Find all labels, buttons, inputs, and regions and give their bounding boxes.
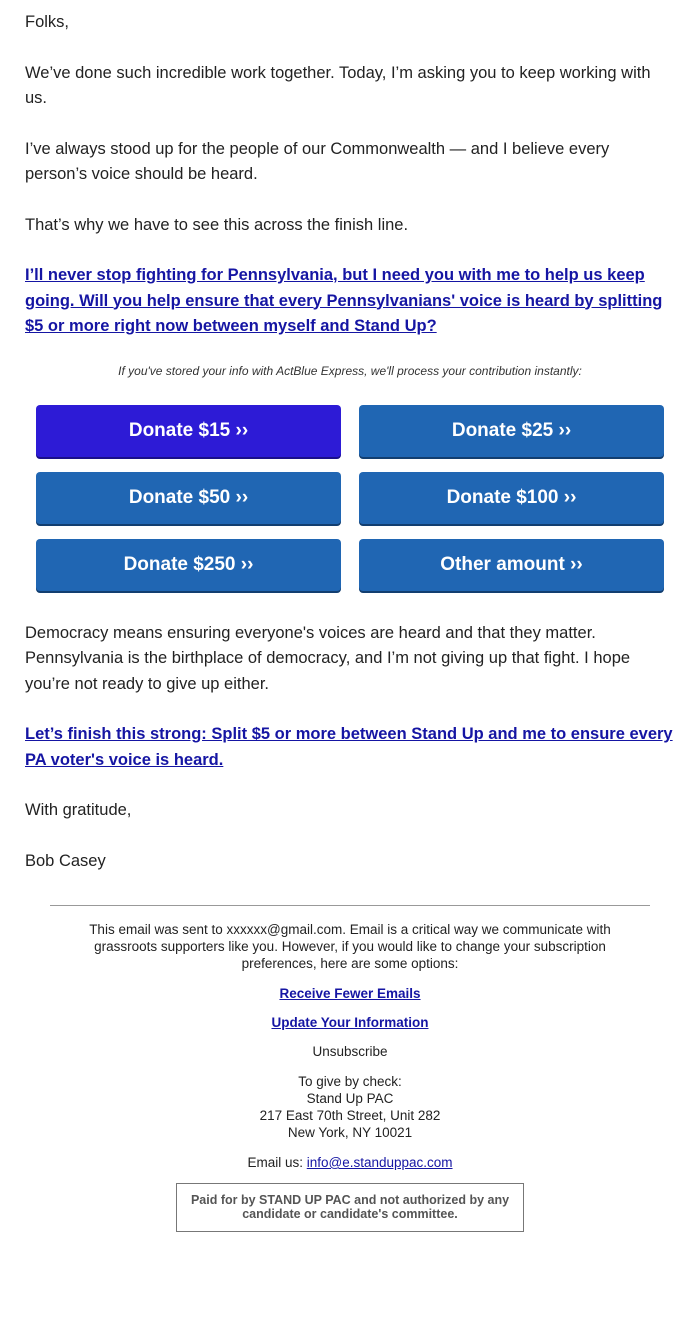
email-footer xyxy=(50,905,650,1232)
split-donation-link[interactable]: Let’s finish this strong: Split $5 or more between Stand Up and me to ensure every PA voter's voice is heard. xyxy=(25,725,673,769)
donate-100-button[interactable]: Donate $100 ›› xyxy=(359,472,664,524)
street-address: 217 East 70th Street, Unit 282 xyxy=(259,1108,441,1123)
receive-fewer-emails-link[interactable]: Receive Fewer Emails xyxy=(279,986,421,1001)
donate-15-button[interactable]: Donate $15 ›› xyxy=(36,405,341,457)
update-information-link[interactable]: Update Your Information xyxy=(271,1015,429,1030)
email-us-line xyxy=(50,1154,650,1171)
mailing-address xyxy=(50,1073,650,1141)
paragraph-4: Democracy means ensuring everyone's voices are heard and that they matter. Pennsylvania is the birthplace of democracy, and I’m not giving up that fight. I hope you’re not ready to give up either. xyxy=(25,623,631,693)
city-state-zip: New York, NY 10021 xyxy=(287,1125,413,1140)
paragraph-3: That’s why we have to see this across the finish line. xyxy=(25,215,409,234)
email-body xyxy=(25,10,675,899)
paid-for-disclaimer: Paid for by STAND UP PAC and not authorized by any candidate or candidate's committee. xyxy=(176,1183,524,1232)
donate-25-button[interactable]: Donate $25 ›› xyxy=(359,405,664,457)
other-amount-button[interactable]: Other amount ›› xyxy=(359,539,664,591)
closing: With gratitude, xyxy=(25,801,132,819)
greeting: Folks, xyxy=(25,13,70,31)
footer-intro: This email was sent to xxxxxx@gmail.com. Email is a critical way we communicate with grassroots supporters like you. However, if you would like to change your subscription preferences, here are some options: xyxy=(89,922,611,971)
contact-email-link[interactable]: info@e.standuppac.com xyxy=(306,1155,453,1170)
donate-appeal-link[interactable]: I’ll never stop fighting for Pennsylvania, but I need you with me to help us keep going. Will you help ensure that every Pennsylvanians' voice is heard by splitting $5 or more right now between myself and Stand Up? xyxy=(25,266,663,335)
org-name: Stand Up PAC xyxy=(306,1091,394,1106)
check-title: To give by check: xyxy=(298,1074,402,1089)
unsubscribe-link[interactable]: Unsubscribe xyxy=(312,1044,388,1059)
paragraph-2: I’ve always stood up for the people of our Commonwealth — and I believe every person’s voice should be heard. xyxy=(25,139,610,183)
email-us-label: Email us: xyxy=(247,1155,307,1170)
donate-button-grid xyxy=(36,405,675,591)
donate-50-button[interactable]: Donate $50 ›› xyxy=(36,472,341,524)
signature: Bob Casey xyxy=(25,851,106,870)
donate-250-button[interactable]: Donate $250 ›› xyxy=(36,539,341,591)
actblue-express-note: If you've stored your info with ActBlue Express, we'll process your contribution instantly: xyxy=(118,363,582,378)
paragraph-1: We’ve done such incredible work together. Today, I’m asking you to keep working with us. xyxy=(25,63,651,107)
